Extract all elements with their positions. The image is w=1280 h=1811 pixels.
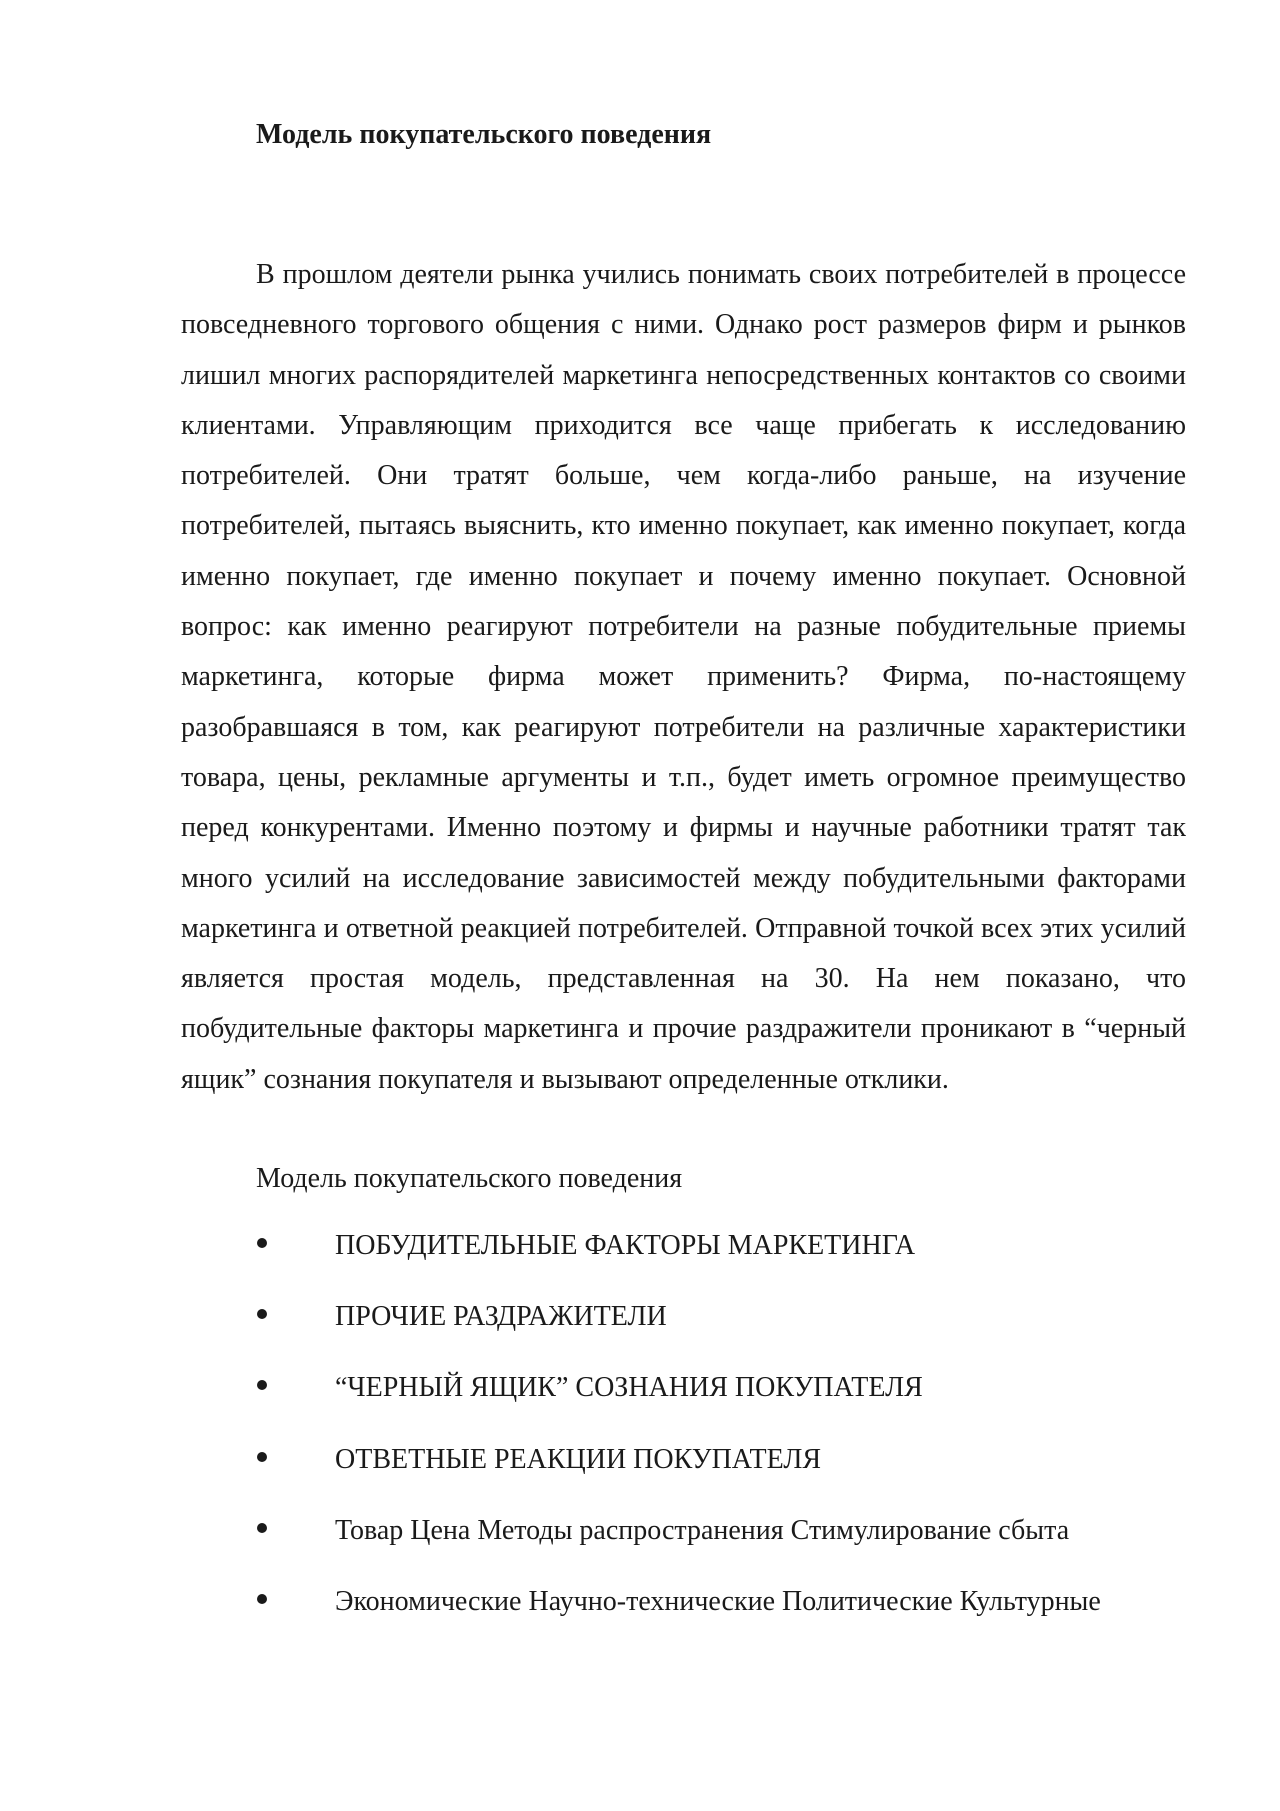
- list-item: [0, 1584, 1280, 1655]
- list-item: [0, 1228, 1280, 1299]
- bullet-icon: [257, 1452, 267, 1462]
- bullet-icon: [257, 1523, 267, 1533]
- model-bullet-list: [0, 1228, 1280, 1655]
- list-item-text: ПОБУДИТЕЛЬНЫЕ ФАКТОРЫ МАРКЕТИНГА: [335, 1230, 916, 1261]
- list-item-text: “ЧЕРНЫЙ ЯЩИК” СОЗНАНИЯ ПОКУПАТЕЛЯ: [335, 1372, 923, 1404]
- list-item-text: ОТВЕТНЫЕ РЕАКЦИИ ПОКУПАТЕЛЯ: [335, 1443, 822, 1475]
- bullet-icon: [257, 1309, 267, 1319]
- list-item: [0, 1299, 1280, 1370]
- body-paragraph: В прошлом деятели рынка учились понимать своих потребителей в процессе повседневного торгового общения с ними. Однако рост размеров фирм и рынков лишил многих распорядителей маркетинга непосредственных контактов со своими клиентами. Управляющим приходится все чаще прибегать к исследованию потребителей. Они тратят больше, чем когда-либо раньше, на изучение потребителей, пытаясь выяснить, кто именно покупает, как именно покупает, когда именно покупает, где именно покупает и почему именно покупает. Основной вопрос: как именно реагируют потребители на разные побудительные приемы маркетинга, которые фирма может применить? Фирма, по-настоящему разобравшаяся в том, как реагируют потребители на различные характеристики товара, цены, рекламные аргументы и т.п., будет иметь огромное преимущество перед конкурентами. Именно поэтому и фирмы и научные работники тратят так много усилий на исследование зависимостей между побудительными факторами маркетинга и ответной реакцией потребителей. Отправной точкой всех этих усилий является простая модель, представленная на 30. На нем показано, что побудительные факторы маркетинга и прочие раздражители проникают в “черный ящик” сознания покупателя и вызывают определенные отклики.: [181, 259, 1186, 1095]
- list-item: [0, 1370, 1280, 1441]
- bullet-icon: [257, 1380, 267, 1390]
- list-item: [0, 1442, 1280, 1513]
- list-item-text: Экономические Научно-технические Политические Культурные: [335, 1585, 1101, 1617]
- model-subtitle: Модель покупательского поведения: [256, 1163, 683, 1194]
- document-title: Модель покупательского поведения: [256, 119, 712, 150]
- bullet-icon: [257, 1238, 267, 1248]
- list-item-text: ПРОЧИЕ РАЗДРАЖИТЕЛИ: [335, 1301, 667, 1333]
- list-item: [0, 1513, 1280, 1584]
- list-item-text: Товар Цена Методы распространения Стимулирование сбыта: [335, 1514, 1070, 1546]
- bullet-icon: [257, 1594, 267, 1604]
